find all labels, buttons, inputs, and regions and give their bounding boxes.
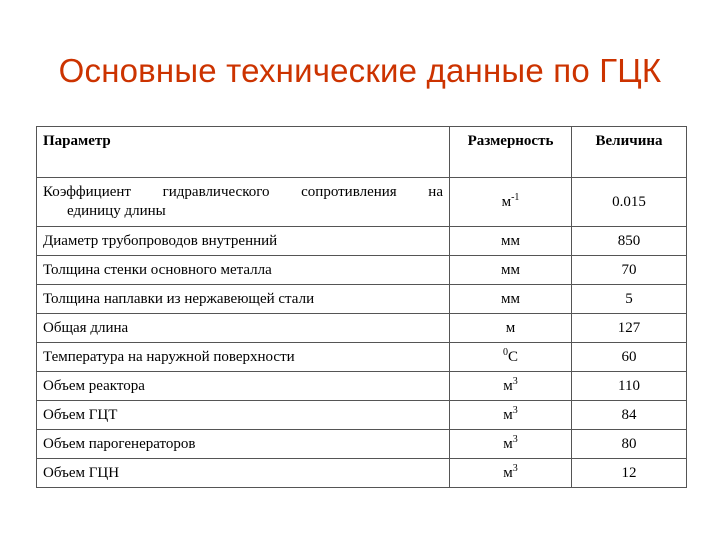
unit-cell: мм <box>450 227 572 256</box>
table-row <box>37 285 687 314</box>
param-text-line1: Коэффициент гидравлического сопротивления на <box>43 184 443 200</box>
param-cell: Толщина стенки основного металла <box>37 256 450 285</box>
value-cell: 12 <box>572 459 687 488</box>
param-cell: Объем ГЦТ <box>37 401 450 430</box>
value-cell: 70 <box>572 256 687 285</box>
unit-cell: м <box>450 314 572 343</box>
page-title: Основные технические данные по ГЦК <box>58 52 662 89</box>
unit-superscript: 3 <box>512 375 518 387</box>
table-header-row <box>37 127 687 178</box>
unit-cell <box>450 401 572 430</box>
value-cell: 84 <box>572 401 687 430</box>
unit-superscript-degree: 0 <box>502 346 508 358</box>
value-cell: 127 <box>572 314 687 343</box>
value-cell: 80 <box>572 430 687 459</box>
value-cell: 110 <box>572 372 687 401</box>
unit-cell <box>450 372 572 401</box>
table-row <box>37 314 687 343</box>
technical-data-table <box>36 126 687 488</box>
unit-base: С <box>507 348 518 365</box>
unit-cell <box>450 343 572 372</box>
param-cell: Объем парогенераторов <box>37 430 450 459</box>
unit-superscript: -1 <box>511 191 520 203</box>
header-unit: Размерность <box>450 127 572 178</box>
table-row <box>37 343 687 372</box>
param-cell: Объем ГЦН <box>37 459 450 488</box>
value-cell: 60 <box>572 343 687 372</box>
unit-cell <box>450 178 572 227</box>
param-cell: Толщина наплавки из нержавеющей стали <box>37 285 450 314</box>
value-cell: 850 <box>572 227 687 256</box>
unit-superscript: 3 <box>512 404 518 416</box>
param-cell: Температура на наружной поверхности <box>37 343 450 372</box>
unit-cell: мм <box>450 256 572 285</box>
value-cell: 0.015 <box>572 178 687 227</box>
value-cell: 5 <box>572 285 687 314</box>
unit-cell <box>450 459 572 488</box>
header-value: Величина <box>572 127 687 178</box>
table-row <box>37 227 687 256</box>
table-row <box>37 401 687 430</box>
unit-base: м <box>501 193 512 210</box>
table-row <box>37 372 687 401</box>
unit-base: м <box>503 435 513 452</box>
param-cell <box>37 178 450 227</box>
table-row <box>37 178 687 227</box>
unit-base: м <box>503 377 513 394</box>
table-row <box>37 459 687 488</box>
unit-base: м <box>503 406 513 423</box>
unit-base: м <box>503 464 513 481</box>
unit-superscript: 3 <box>512 433 518 445</box>
unit-superscript: 3 <box>512 462 518 474</box>
param-cell: Общая длина <box>37 314 450 343</box>
unit-cell <box>450 430 572 459</box>
param-cell: Объем реактора <box>37 372 450 401</box>
header-parameter: Параметр <box>37 127 450 178</box>
unit-cell: мм <box>450 285 572 314</box>
table-row <box>37 256 687 285</box>
param-cell: Диаметр трубопроводов внутренний <box>37 227 450 256</box>
table-row <box>37 430 687 459</box>
param-text-line2: единицу длины <box>67 203 166 219</box>
